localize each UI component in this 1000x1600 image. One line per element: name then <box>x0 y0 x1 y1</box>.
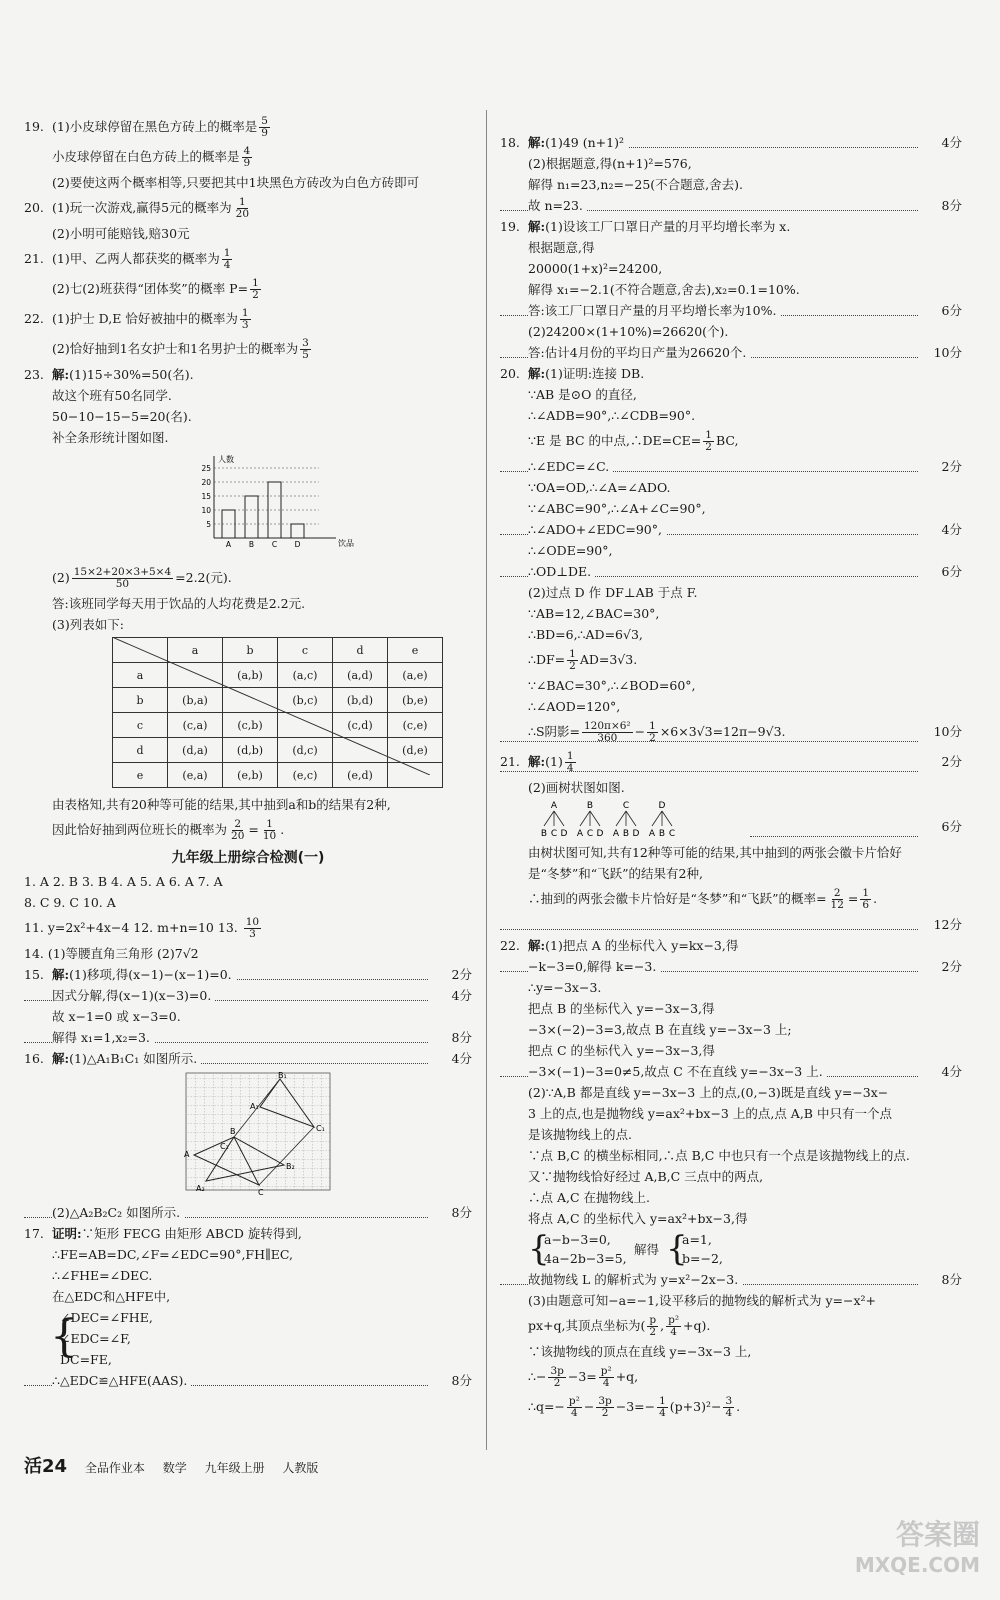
tree-node-leaf: D <box>560 829 568 839</box>
tree-branch <box>616 811 626 826</box>
q17-line-4: 在△EDC和△HFE中, <box>52 1289 171 1304</box>
tree-branch <box>580 811 590 826</box>
r22-line-10: 是该抛物线上的点. <box>528 1127 632 1142</box>
grid-label: B₁ <box>278 1071 287 1080</box>
table-cell: b <box>113 688 168 713</box>
tree-node-leaf: C <box>668 829 676 839</box>
table-cell: (e,d) <box>333 763 388 788</box>
bar <box>245 496 258 538</box>
r20-line-6: ∵OA=OD,∴∠A=∠ADO. <box>528 480 671 495</box>
mc-line-4: 14. (1)等腰直角三角形 (2)7√2 <box>24 946 199 961</box>
tree-node-top: A <box>550 801 558 811</box>
fraction: $\frac{\text{120π×6²}}{360}$ <box>584 720 631 744</box>
fraction: $\frac{2}{20}$ <box>231 818 245 842</box>
r19-line-2: 根据题意,得 <box>528 240 595 255</box>
r20-line-15: ∵∠BAC=30°,∴∠BOD=60°, <box>528 678 696 693</box>
tree-branch <box>544 811 554 826</box>
tree-node-leaf: B <box>622 829 630 839</box>
table-cell: (d,c) <box>278 738 333 763</box>
r22-line-16: 故抛物线 L 的解析式为 y=x²−2x−3. 8分 <box>500 1269 962 1290</box>
grade: 九年级上册 <box>204 1461 265 1475</box>
q20-line-1: 20. (1)玩一次游戏,赢得5元的概率为 $\frac{1}{20}$ <box>24 196 250 220</box>
r22-line-20: ∴− $\frac{3p}{2}$ −3= $\frac{\text{p²}}{4}$ +q, <box>528 1365 639 1389</box>
fraction: $\frac{1}{2}$ <box>569 648 576 672</box>
y-tick-label: 25 <box>201 464 211 473</box>
q21-line-1: 21. (1)甲、乙两人都获奖的概率为 $\frac{1}{4}$ <box>24 247 231 271</box>
table-cell: a <box>168 638 223 663</box>
fraction: $\frac{1}{20}$ <box>235 196 250 220</box>
q23-line-7: (3)列表如下: <box>52 617 124 632</box>
table-cell: (e,b) <box>223 763 278 788</box>
table-cell: e <box>388 638 443 663</box>
q23-line-5: (2) $\frac{15\times 2+20\times 3+5\times 4}{50}$ =2.2(元). <box>52 566 232 590</box>
r22-line-2: −k−3=0,解得 k=−3. 2分 <box>500 956 962 977</box>
q22-line-1: 22. (1)护士 D,E 恰好被抽中的概率为 $\frac{1}{3}$ <box>24 307 249 331</box>
fraction: $\frac{1}{10}$ <box>262 818 277 842</box>
q17-line-2: ∴FE=AB=DC,∠F=∠EDC=90°,FH∥EC, <box>52 1247 293 1262</box>
r22-line-4: 把点 B 的坐标代入 y=−3x−3,得 <box>528 1001 715 1016</box>
r22-line-5: −3×(−2)−3=3,故点 B 在直线 y=−3x−3 上; <box>528 1022 792 1037</box>
fraction: $\frac{p}{2}$ <box>649 1314 657 1338</box>
table-cell: (b,d) <box>333 688 388 713</box>
grid-label: C₁ <box>316 1124 325 1133</box>
book-name: 全品作业本 <box>84 1461 145 1475</box>
q15-line-1: 15. 解:(1)移项,得(x−1)−(x−1)=0. 2分 <box>24 967 472 982</box>
table-cell: (a,d) <box>333 663 388 688</box>
r22-line-21: ∴q=− $\frac{\text{p²}}{4}$ − $\frac{3p}{2}$ −3=− $\frac{1}{4}$ (p+3)²− $\frac{3}{4}$ . <box>528 1395 741 1419</box>
x-axis-label: 饮品 <box>338 539 354 548</box>
tree-diagram <box>540 798 740 842</box>
tree-node-top: D <box>658 801 666 811</box>
r18-line-1: 18. 解:(1)49 (n+1)² 4分 <box>500 135 962 150</box>
fraction: $\frac{1}{2}$ <box>649 720 656 744</box>
r21-line-4: 是“冬梦”和“飞跃”的结果有2种, <box>528 866 703 881</box>
fraction: $\frac{3p}{2}$ <box>550 1365 564 1389</box>
fraction: $\frac{4}{9}$ <box>243 145 251 169</box>
fraction: $\frac{1}{4}$ <box>223 247 231 271</box>
r22-line-1: 22. 解:(1)把点 A 的坐标代入 y=kx−3,得 <box>500 938 739 953</box>
tree-branch <box>652 811 662 826</box>
r20-line-2: ∵AB 是⊙O 的直径, <box>528 387 637 402</box>
r22-line-14: 将点 A,C 的坐标代入 y=ax²+bx−3,得 <box>528 1211 748 1226</box>
q20-line-2: (2)小明可能赔钱,赔30元 <box>52 226 190 241</box>
table-cell: c <box>113 713 168 738</box>
r20-line-7: ∵∠ABC=90°,∴∠A+∠C=90°, <box>528 501 706 516</box>
table-cell: (b,c) <box>278 688 333 713</box>
fraction: $\frac{3}{5}$ <box>302 337 309 361</box>
r18-line-4: 故 n=23. 8分 <box>500 195 962 216</box>
grid-label: C <box>258 1188 264 1197</box>
r20-line-4: ∵E 是 BC 的中点,∴DE=CE= $\frac{1}{2}$ BC, <box>528 429 739 453</box>
tree-branch <box>590 811 600 826</box>
fraction: $\frac{\text{p²}}{4}$ <box>668 1314 680 1338</box>
r18-line-3: 解得 n₁=23,n₂=−25(不合题意,舍去). <box>528 177 744 192</box>
y-tick-label: 15 <box>201 492 211 501</box>
tree-branch <box>554 811 564 826</box>
tree-node-leaf: D <box>632 829 640 839</box>
r20-line-14: ∴DF= $\frac{1}{2}$ AD=3√3. <box>528 648 638 672</box>
q19-line-1: 19. (1)小皮球停留在黑色方砖上的概率是 $\frac{5}{9}$ <box>24 115 268 139</box>
r21-line-6: 12分 <box>500 914 962 935</box>
x-tick-label: A <box>225 540 232 549</box>
table-cell: d <box>333 638 388 663</box>
r22-line-17: (3)由题意可知−a=−1,设平移后的抛物线的解析式为 y=−x²+ <box>528 1293 877 1308</box>
q23-line-8: 由表格知,共有20种等可能的结果,其中抽到a和b的结果有2种, <box>52 797 391 812</box>
y-tick-label: 10 <box>201 506 211 515</box>
r21-line-2: (2)画树状图如图. <box>528 780 625 795</box>
table-cell: (b,a) <box>168 688 223 713</box>
r20-line-17: ∴S阴影= $\frac{\text{120π×6²}}{360}$ − $\frac{1}{2}$ ×6×3√3=12π−9√3. 10分 <box>500 717 962 747</box>
r20-line-8: ∴∠ADO+∠EDC=90°, 4分 <box>500 519 962 540</box>
table-cell: c <box>278 638 333 663</box>
column-divider <box>486 110 487 1450</box>
r21-line-1: 21. 解:(1) $\frac{1}{4}$ 2分 <box>500 750 962 774</box>
grid-label: A₁ <box>250 1102 259 1111</box>
grid-label: A <box>184 1150 190 1159</box>
q17-line-3: ∴∠FHE=∠DEC. <box>52 1268 153 1283</box>
q17-brace-group: { ∠DEC=∠FHE, ∠EDC=∠F, DC=FE, <box>24 1307 472 1370</box>
right-column <box>500 132 962 1422</box>
tree-node-leaf: A <box>648 829 656 839</box>
grid-label: A₂ <box>196 1184 205 1193</box>
q22-line-2: (2)恰好抽到1名女护士和1名男护士的概率为 $\frac{3}{5}$ <box>52 337 309 361</box>
tree-node-leaf: B <box>658 829 666 839</box>
table-cell: (e,a) <box>168 763 223 788</box>
edition: 人教版 <box>282 1461 319 1475</box>
r22-line-15: { a−b−3=0, 4a−2b−3=5, 解得 { a=1, b=−2, <box>528 1229 723 1269</box>
r20-line-5: ∴∠EDC=∠C. 2分 <box>500 456 962 477</box>
r20-line-1: 20. 解:(1)证明:连接 DB. <box>500 366 645 381</box>
q19-line-2: 小皮球停留在白色方砖上的概率是 $\frac{4}{9}$ <box>52 145 251 169</box>
tree-node-top: B <box>586 801 594 811</box>
fraction: $\frac{3p}{2}$ <box>598 1395 612 1419</box>
q17-line-8: ∴△EDC≌△HFE(AAS). 8分 <box>24 1370 472 1391</box>
tree-diagram-row: A B C D B A C D C A B D D A B C 6分 <box>500 798 962 842</box>
tree-node-leaf: C <box>586 829 594 839</box>
table-cell: (a,c) <box>278 663 333 688</box>
r20-line-10: ∴OD⊥DE. 6分 <box>500 561 962 582</box>
left-column <box>24 112 472 1391</box>
fraction: $\frac{15\times 2+20\times 3+5\times 4}{50}$ <box>73 566 172 590</box>
table-cell: (a,b) <box>223 663 278 688</box>
r22-line-8: (2)∵A,B 都是直线 y=−3x−3 上的点,(0,−3)既是直线 y=−3x− <box>528 1085 889 1100</box>
r21-line-5: ∴抽到的两张会徽卡片恰好是“冬梦”和“飞跃”的概率= $\frac{2}{12}$ = $\frac{1}{6}$ . <box>528 887 878 911</box>
q23-line-6: 答:该班同学每天用于饮品的人均花费是2.2元. <box>52 596 306 611</box>
q15-line-3: 故 x−1=0 或 x−3=0. <box>52 1009 181 1024</box>
fraction: $\frac{1}{6}$ <box>862 887 870 911</box>
mc-line-3: 11. y=2x²+4x−4 12. m+n=10 13. $\frac{10}{3}$ <box>24 916 260 940</box>
r19-line-7: 答:估计4月份的平均日产量为26620个. 10分 <box>500 342 962 363</box>
tree-node-top: C <box>622 801 630 811</box>
fraction: $\frac{2}{12}$ <box>830 887 844 911</box>
table-cell: (c,a) <box>168 713 223 738</box>
q19-line-3: (2)要使这两个概率相等,只要把其中1块黑色方砖改为白色方砖即可 <box>52 175 420 190</box>
q21-line-2: (2)七(2)班获得“团体奖”的概率 P= $\frac{1}{2}$ <box>52 277 259 301</box>
mc-line-1: 1. A 2. B 3. B 4. A 5. A 6. A 7. A <box>24 874 223 889</box>
tree-branch <box>626 811 636 826</box>
bar-chart <box>24 448 472 560</box>
table-cell: (d,a) <box>168 738 223 763</box>
bar <box>291 524 304 538</box>
table-cell: e <box>113 763 168 788</box>
q17-line-7: DC=FE, <box>60 1352 112 1367</box>
r22-line-3: ∴y=−3x−3. <box>528 980 602 995</box>
table-cell: (b,e) <box>388 688 443 713</box>
grid-label: C₂ <box>220 1142 229 1151</box>
mc-line-2: 8. C 9. C 10. A <box>24 895 116 910</box>
r20-line-13: ∴BD=6,∴AD=6√3, <box>528 627 643 642</box>
table-cell: (d,e) <box>388 738 443 763</box>
fraction: $\frac{\text{p²}}{4}$ <box>568 1395 580 1419</box>
y-axis-label: 人数 <box>218 455 234 464</box>
r20-line-11: (2)过点 D 作 DF⊥AB 于点 F. <box>528 585 698 600</box>
grid-figure <box>24 1069 472 1199</box>
tree-node-leaf: A <box>576 829 584 839</box>
grid-label: B <box>230 1127 236 1136</box>
q23-line-2: 故这个班有50名同学. <box>52 388 172 403</box>
subject: 数学 <box>162 1461 187 1475</box>
tree-node-leaf: A <box>612 829 620 839</box>
r19-line-1: 19. 解:(1)设该工厂口罩日产量的月平均增长率为 x. <box>500 219 791 234</box>
q15-line-2: 因式分解,得(x−1)(x−3)=0. 4分 <box>24 985 472 1006</box>
r18-line-2: (2)根据题意,得(n+1)²=576, <box>528 156 692 171</box>
grid-label: B₂ <box>286 1162 295 1171</box>
q23-line-4: 补全条形统计图如图. <box>52 430 169 445</box>
y-tick-label: 5 <box>206 520 211 529</box>
q17-line-1: 17. 证明:∵矩形 FECG 由矩形 ABCD 旋转得到, <box>24 1226 302 1241</box>
q15-line-4: 解得 x₁=1,x₂=3. 8分 <box>24 1027 472 1048</box>
tree-node-leaf: C <box>550 829 558 839</box>
fraction: $\frac{1}{4}$ <box>566 750 574 774</box>
q16-line-2: (2)△A₂B₂C₂ 如图所示. 8分 <box>24 1202 472 1223</box>
page-footer <box>24 1452 332 1478</box>
r19-line-4: 解得 x₁=−2.1(不符合题意,舍去),x₂=0.1=10%. <box>528 282 800 297</box>
q17-line-6: ∠EDC=∠F, <box>60 1331 131 1346</box>
tree-node-leaf: D <box>596 829 604 839</box>
y-tick-label: 20 <box>201 478 211 487</box>
fraction: $\frac{10}{3}$ <box>245 916 260 940</box>
r20-line-9: ∴∠ODE=90°, <box>528 543 613 558</box>
table-cell: (c,e) <box>388 713 443 738</box>
r20-line-16: ∴∠AOD=120°, <box>528 699 621 714</box>
q23-line-3: 50−10−15−5=20(名). <box>52 409 192 424</box>
fraction: $\frac{1}{2}$ <box>705 429 712 453</box>
r21-line-3: 由树状图可知,共有12种等可能的结果,其中抽到的两张会徽卡片恰好 <box>528 845 902 860</box>
table-cell: (c,d) <box>333 713 388 738</box>
r22-line-19: ∵该抛物线的顶点在直线 y=−3x−3 上, <box>528 1344 752 1359</box>
section-title: 九年级上册综合检测(一) <box>171 850 325 866</box>
q16-line-1: 16. 解:(1)△A₁B₁C₁ 如图所示. 4分 <box>24 1051 472 1066</box>
fraction: $\frac{\text{p²}}{4}$ <box>600 1365 612 1389</box>
fraction: $\frac{1}{2}$ <box>252 277 259 301</box>
r22-line-6: 把点 C 的坐标代入 y=−3x−3,得 <box>528 1043 715 1058</box>
fraction: $\frac{1}{3}$ <box>241 307 249 331</box>
r20-line-12: ∵AB=12,∠BAC=30°, <box>528 606 660 621</box>
watermark-logo: 答案圈 MXQE.COM <box>854 1518 980 1577</box>
fraction: $\frac{3}{4}$ <box>725 1395 733 1419</box>
page-number: 活24 <box>24 1456 68 1477</box>
x-tick-label: D <box>294 540 301 549</box>
r22-line-13: ∴点 A,C 在抛物线上. <box>528 1190 650 1205</box>
fraction: $\frac{5}{9}$ <box>261 115 268 139</box>
table-cell: (d,b) <box>223 738 278 763</box>
r20-line-3: ∴∠ADB=90°,∴∠CDB=90°. <box>528 408 696 423</box>
q17-line-5: ∠DEC=∠FHE, <box>60 1310 153 1325</box>
table-diagonal <box>112 637 430 775</box>
fraction: $\frac{1}{4}$ <box>659 1395 666 1419</box>
q23-line-1: 23. 解:(1)15÷30%=50(名). <box>24 367 194 382</box>
r22-line-11: ∵点 B,C 的横坐标相同,∴点 B,C 中也只有一个点是该抛物线上的点. <box>528 1148 910 1163</box>
x-tick-label: C <box>271 540 278 549</box>
r22-line-18: px+q,其顶点坐标为( $\frac{p}{2}$ , $\frac{\text{p²}}{4}$ +q). <box>528 1314 711 1338</box>
r22-line-12: 又∵抛物线恰好经过 A,B,C 三点中的两点, <box>528 1169 764 1184</box>
r22-line-9: 3 上的点,也是抛物线 y=ax²+bx−3 上的点,点 A,B 中只有一个点 <box>528 1106 892 1121</box>
r19-line-3: 20000(1+x)²=24200, <box>528 261 663 276</box>
table-cell: (c,b) <box>223 713 278 738</box>
x-tick-label: B <box>248 540 255 549</box>
table-cell: d <box>113 738 168 763</box>
table-cell: b <box>223 638 278 663</box>
r22-line-7: −3×(−1)−3=0≠5,故点 C 不在直线 y=−3x−3 上. 4分 <box>500 1061 962 1082</box>
r19-line-6: (2)24200×(1+10%)=26620(个). <box>528 324 729 339</box>
table-cell: (e,c) <box>278 763 333 788</box>
tree-node-leaf: B <box>540 829 548 839</box>
pair-table-wrap <box>24 637 472 788</box>
q23-line-9: 因此恰好抽到两位班长的概率为 $\frac{2}{20}$ = $\frac{1}{10}$ . <box>52 818 285 842</box>
table-cell: a <box>113 663 168 688</box>
r19-line-5: 答:该工厂口罩日产量的月平均增长率为10%. 6分 <box>500 300 962 321</box>
table-cell: (a,e) <box>388 663 443 688</box>
tree-branch <box>662 811 672 826</box>
